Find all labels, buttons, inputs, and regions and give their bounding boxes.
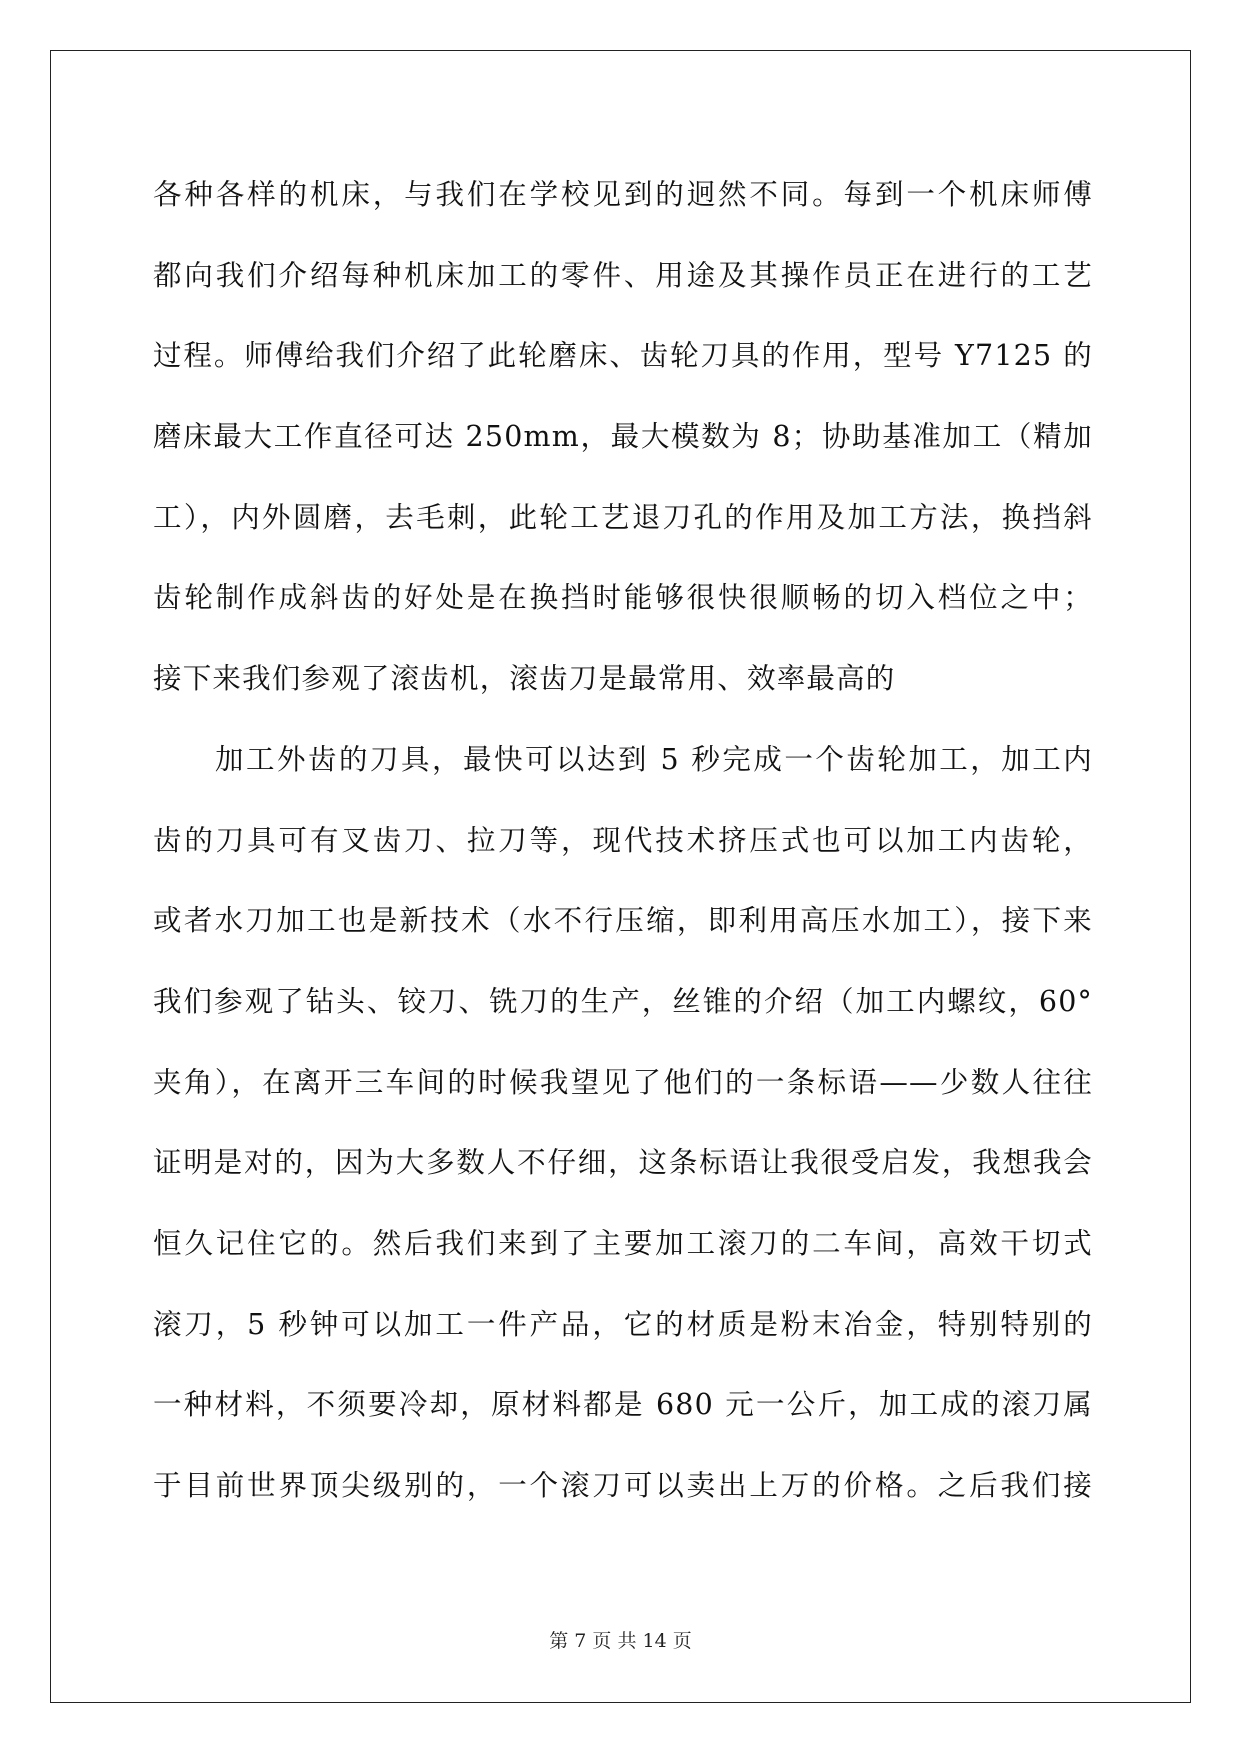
text-line: 滚刀，5 秒钟可以加工一件产品，它的材质是粉末冶金，特别特别的 <box>153 1307 1093 1341</box>
text-line: 一种材料，不须要冷却，原材料都是 680 元一公斤，加工成的滚刀属 <box>153 1388 1093 1422</box>
text-line: 或者水刀加工也是新技术（水不行压缩，即利用高压水加工），接下来 <box>153 904 1093 938</box>
text-line: 接下来我们参观了滚齿机，滚齿刀是最常用、效率最高的 <box>153 662 896 696</box>
text-line: 工），内外圆磨，去毛刺，此轮工艺退刀孔的作用及加工方法，换挡斜 <box>153 500 1093 534</box>
text-line: 都向我们介绍每种机床加工的零件、用途及其操作员正在进行的工艺 <box>153 258 1093 292</box>
text-line: 齿的刀具可有叉齿刀、拉刀等，现代技术挤压式也可以加工内齿轮， <box>153 823 1093 857</box>
text-line: 夹角），在离开三车间的时候我望见了他们的一条标语——少数人往往 <box>153 1065 1093 1099</box>
text-line: 于目前世界顶尖级别的，一个滚刀可以卖出上万的价格。之后我们接 <box>153 1469 1093 1502</box>
text-line: 过程。师傅给我们介绍了此轮磨床、齿轮刀具的作用，型号 Y7125 的 <box>153 339 1093 373</box>
text-line: 我们参观了钻头、铰刀、铣刀的生产，丝锥的介绍（加工内螺纹，60° <box>153 984 1093 1018</box>
document-body <box>153 155 1093 1527</box>
paragraph-first-line: 加工外齿的刀具，最快可以达到 5 秒完成一个齿轮加工，加工内 <box>215 742 1093 776</box>
page-number: 第 7 页 共 14 页 <box>549 1630 692 1652</box>
text-line: 磨床最大工作直径可达 250mm，最大模数为 8；协助基准加工（精加 <box>153 420 1093 454</box>
text-line: 齿轮制作成斜齿的好处是在换挡时能够很快很顺畅的切入档位之中； <box>153 581 1093 615</box>
text-line: 各种各样的机床，与我们在学校见到的迥然不同。每到一个机床师傅 <box>153 178 1093 211</box>
text-line: 证明是对的，因为大多数人不仔细，这条标语让我很受启发，我想我会 <box>153 1146 1093 1180</box>
text-line: 恒久记住它的。然后我们来到了主要加工滚刀的二车间，高效干切式 <box>153 1226 1093 1260</box>
